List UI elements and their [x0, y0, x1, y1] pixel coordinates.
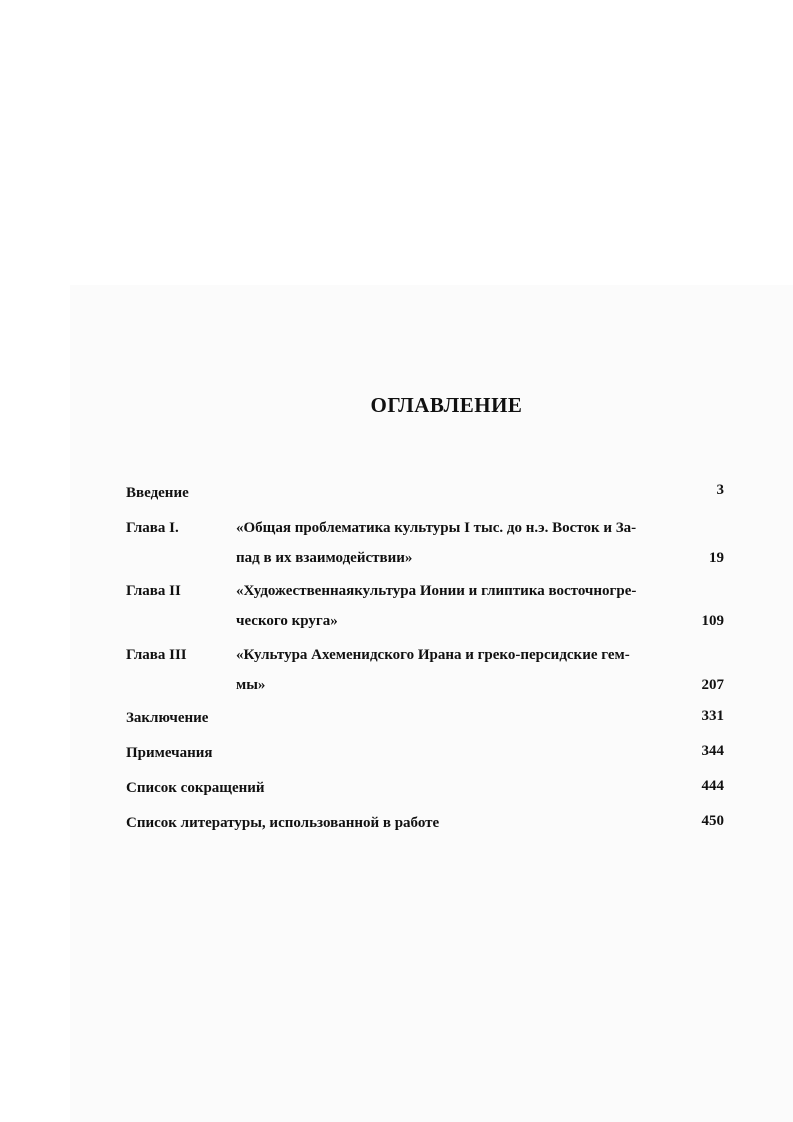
toc-entry-label: Заключение: [126, 710, 209, 726]
toc-entry-title-line: «Общая проблематика культуры I тыс. до н.э. Восток и За-: [236, 520, 637, 536]
toc-entry-conclusion: [126, 703, 724, 733]
page-title: ОГЛАВЛЕНИЕ: [370, 393, 523, 417]
toc-entry-label: Список литературы, использованной в работе: [126, 815, 440, 831]
toc-entry-title-line: «Культура Ахеменидского Ирана и греко-персидские гем-: [236, 647, 630, 663]
toc-entry-page: 450: [701, 813, 724, 829]
toc-entry-title-line: «Художественнаякультура Ионии и глиптика восточногре-: [236, 583, 637, 599]
toc-entry-label: Глава II: [126, 583, 181, 599]
toc-entry-label: Глава III: [126, 647, 187, 663]
toc-entry-title: [236, 640, 676, 700]
toc-entry-bibliography: [126, 808, 724, 838]
toc-entry-page: 444: [701, 778, 724, 794]
toc-entry-notes: [126, 738, 724, 768]
toc-entry-page: 3: [716, 482, 724, 498]
toc-entry-chapter-1: [126, 513, 724, 573]
toc-entry-chapter-2: [126, 576, 724, 636]
toc-entry-chapter-3: [126, 640, 724, 700]
toc-entry-label: Список сокращений: [126, 780, 265, 796]
toc-entry-title-line: пад в их взаимодействии»: [236, 550, 413, 566]
toc-entry-title-line: ческого круга»: [236, 613, 338, 629]
toc-entry-title: [236, 576, 676, 636]
toc-entry-label: Глава I.: [126, 520, 179, 536]
toc-entry-title-line: мы»: [236, 677, 266, 693]
toc-entry-page: 109: [701, 613, 724, 629]
toc-entry-page: 344: [701, 743, 724, 759]
toc-entry-title: [236, 513, 676, 573]
toc-entry-page: 19: [709, 550, 724, 566]
toc-entry-label: Примечания: [126, 745, 213, 761]
toc-entry-page: 207: [701, 677, 724, 693]
toc-entry-page: 331: [701, 708, 724, 724]
toc-entry-label: Введение: [126, 485, 189, 501]
toc-entry-abbreviations: [126, 773, 724, 803]
toc-entry-introduction: [126, 478, 724, 508]
